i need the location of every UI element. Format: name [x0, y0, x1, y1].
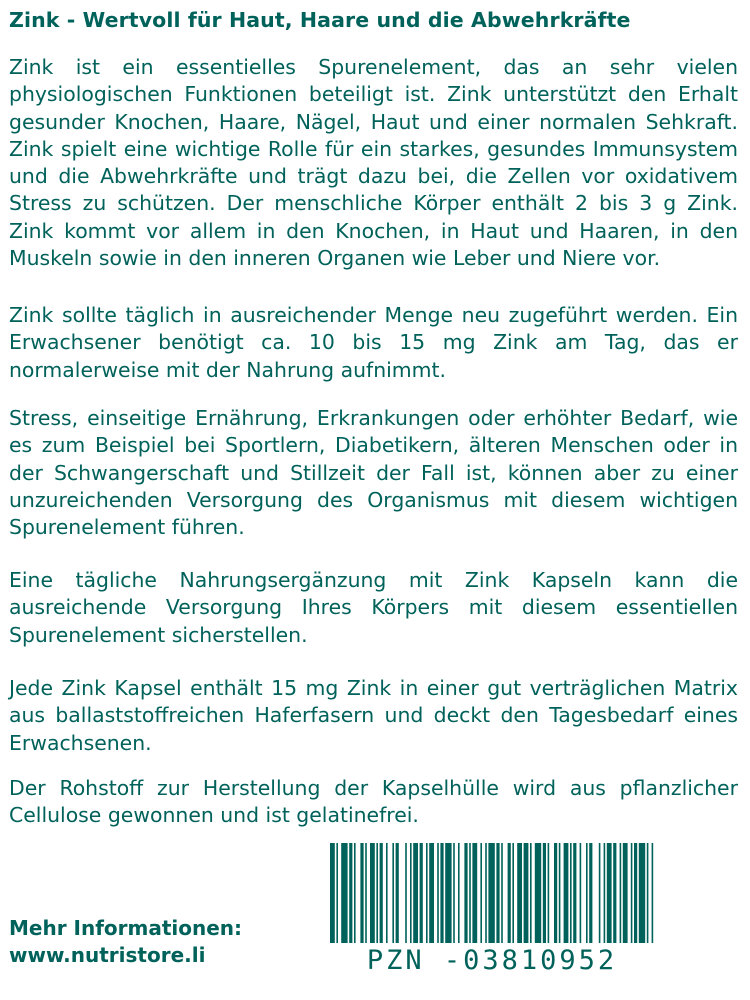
barcode-bar — [336, 843, 338, 943]
barcode-bar — [524, 843, 529, 943]
barcode-bar — [437, 843, 439, 943]
barcode-bar — [530, 843, 532, 943]
barcode-bar — [396, 843, 399, 943]
page-title: Zink - Wertvoll für Haut, Haare und die Abwehrkräfte — [9, 8, 631, 32]
barcode-bar — [469, 843, 471, 943]
barcode-bar — [413, 843, 418, 943]
barcode-bar — [464, 843, 467, 943]
barcode-bar — [360, 843, 363, 943]
barcode-bar — [589, 843, 592, 943]
barcode-bar — [548, 843, 550, 943]
barcode-bar — [453, 843, 455, 943]
barcode-bar — [445, 843, 451, 943]
barcode-bar — [380, 843, 383, 943]
barcode-bar — [410, 843, 412, 943]
barcode-bar — [386, 843, 388, 943]
barcode-bar — [535, 843, 541, 943]
barcode-bar — [341, 843, 347, 943]
more-info-label: Mehr Informationen: — [9, 916, 243, 940]
barcode-bar — [580, 843, 582, 943]
barcode-bar — [420, 843, 423, 943]
barcode — [328, 843, 656, 986]
barcode-bar — [647, 843, 649, 943]
barcode-bar — [512, 843, 514, 943]
barcode-bar — [599, 843, 601, 943]
paragraph-capsule-shell: Der Rohstoff zur Herstellung der Kapselhülle wird aus pflanzlicher Cellulose gewonnen und ist gelatinefrei. — [9, 776, 738, 828]
barcode-bar — [370, 843, 375, 943]
barcode-bar — [634, 843, 637, 943]
barcode-bar — [613, 843, 616, 943]
more-info-block — [9, 915, 242, 969]
barcode-bar — [392, 843, 394, 943]
barcode-bar — [586, 843, 588, 943]
barcode-bar — [639, 843, 645, 943]
barcode-bar — [485, 843, 487, 943]
website-link[interactable]: www.nutristore.li — [9, 943, 206, 967]
barcode-bar — [554, 843, 557, 943]
barcode-bar — [564, 843, 569, 943]
barcode-bar — [488, 843, 494, 943]
barcode-bar — [620, 843, 622, 943]
barcode-bar — [354, 843, 356, 943]
barcode-bar — [349, 843, 352, 943]
barcode-bar — [517, 843, 522, 943]
paragraph-deficiency: Stress, einseitige Ernährung, Erkrankungen oder erhöhter Bedarf, wie es zum Beispiel bei Sportlern, Diabetikern, älteren Menschen oder in der Schwangerschaft und Stillzeit der Fall ist, können aber zu einer unzureichenden Versorgung des Organismus mit diesem wichtigen Spurenelement führen. — [9, 406, 738, 540]
barcode-bar — [429, 843, 434, 943]
barcode-bar — [440, 843, 443, 943]
barcode-bar — [496, 843, 499, 943]
barcode-bar — [631, 843, 633, 943]
paragraph-daily-need: Zink sollte täglich in ausreichender Menge neu zugeführt werden. Ein Erwachsener benötigt ca. 10 bis 15 mg Zink am Tag, das er normalerweise mit der Nahrung aufnimmt. — [9, 303, 738, 382]
paragraph-intro: Zink ist ein essentielles Spurenelement, das an sehr vielen physiologischen Funktionen beteiligt ist. Zink unterstützt den Erhalt gesunder Knochen, Haare, Nägel, Haut und einer normalen Sehkraft. Zink spielt eine wichtige Rolle für ein starkes, gesundes Immunsystem und die Abwehrkräfte und trägt dazu bei, die Zellen vor oxidativem Stress zu schützen. Der menschliche Körper enthält 2 bis 3 g Zink. Zink kommt vor allem in den Knochen, in Haut und Haaren, in den Muskeln sowie in den inneren Organen wie Leber und Niere vor. — [9, 55, 738, 271]
paragraph-supplement: Eine tägliche Nahrungsergänzung mit Zink Kapseln kann die ausreichende Versorgung Ihres Körpers mit diesem essentiellen Spurenelement sicherstellen. — [9, 568, 738, 647]
barcode-bar — [607, 843, 612, 943]
barcode-bar — [570, 843, 572, 943]
barcode-bar — [330, 843, 335, 943]
barcode-bar — [458, 843, 460, 943]
barcode-bar — [652, 843, 654, 943]
barcode-bar — [426, 843, 428, 943]
barcode-bar — [508, 843, 511, 943]
barcode-bar — [472, 843, 477, 943]
barcode-bar — [501, 843, 503, 943]
barcode-bar — [543, 843, 546, 943]
barcode-bar — [573, 843, 576, 943]
barcode-bar — [376, 843, 378, 943]
paragraph-capsule-content: Jede Zink Kapsel enthält 15 mg Zink in einer gut verträglichen Matrix aus ballaststoffreichen Haferfasern und deckt den Tagesbedarf eines Erwachsenen. — [9, 676, 738, 755]
barcode-bars — [328, 843, 656, 943]
barcode-bar — [559, 843, 561, 943]
barcode-bar — [365, 843, 367, 943]
barcode-bar — [604, 843, 606, 943]
barcode-bar — [480, 843, 482, 943]
barcode-number: PZN -03810952 — [366, 945, 618, 976]
barcode-bar — [623, 843, 628, 943]
barcode-bar — [405, 843, 407, 943]
